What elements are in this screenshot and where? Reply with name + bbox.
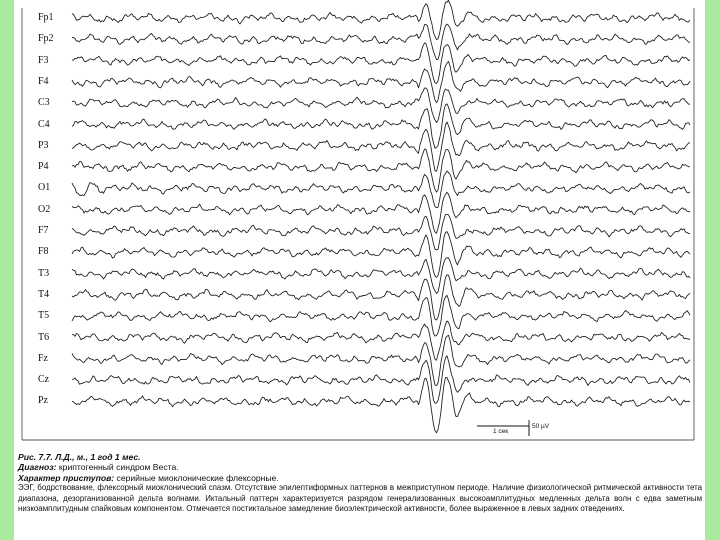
lead-label-t5: T5: [38, 310, 50, 322]
caption-line-figure: [18, 452, 702, 462]
eeg-trace-t3: [72, 258, 690, 294]
lead-label-c4: C4: [38, 118, 50, 130]
lead-label-f3: F3: [38, 54, 49, 66]
eeg-trace-t6: [72, 321, 690, 360]
eeg-trace-p3: [72, 122, 690, 171]
eeg-trace-f7: [72, 214, 690, 250]
diagnosis-label: Диагноз:: [18, 462, 57, 473]
lead-label-t6: T6: [38, 331, 50, 343]
eeg-recording: [14, 0, 705, 452]
lead-label-pz: Pz: [38, 395, 48, 407]
eeg-traces: [72, 0, 690, 433]
lead-label-cz: Cz: [38, 374, 50, 386]
lead-label-o2: O2: [38, 203, 51, 215]
lead-label-p4: P4: [38, 161, 49, 173]
lead-label-f8: F8: [38, 246, 49, 258]
eeg-frame: [22, 8, 694, 440]
lead-label-t4: T4: [38, 288, 50, 300]
lead-label-f4: F4: [38, 75, 49, 87]
eeg-trace-t5: [72, 295, 690, 336]
lead-label-c3: C3: [38, 97, 50, 109]
caption-line-seizure: [18, 473, 702, 483]
lead-label-f7: F7: [38, 225, 49, 236]
eeg-trace-o1: [72, 171, 690, 208]
lead-label-fp2: Fp2: [38, 33, 54, 45]
eeg-trace-c4: [72, 104, 690, 148]
eeg-trace-f4: [72, 61, 690, 102]
eeg-trace-f3: [72, 43, 690, 84]
eeg-trace-pz: [72, 378, 690, 433]
figure-label: Рис. 7.7.: [18, 452, 53, 462]
lead-label-fz: Fz: [38, 352, 48, 364]
amplitude-scale-label: 50 µV: [532, 423, 550, 430]
lead-label-t3: T3: [38, 267, 50, 279]
document-page: [14, 0, 705, 540]
caption-line-diagnosis: [18, 462, 702, 472]
eeg-trace-fp2: [72, 24, 690, 60]
lead-label-p3: P3: [38, 139, 49, 151]
eeg-trace-t4: [72, 275, 690, 320]
caption-description: ЭЭГ, бодрствование, флексорный миоклонический спазм. Отсутствие эпилептиформных паттернов в межприступном периоде. Наличие физиологической ритмической активности тета диапазона, дезорганизованной дельта волнами. Иктальный паттерн характеризуется разрядом генерализованных высокоамплитудных медленных дельта волн с едва заметным низкоамплитудным спайковым компонентом. Отмечается постиктальное замедление биоэлектрической активности, более выраженное в левых задних отведениях.: [18, 483, 702, 514]
seizure-label: Характер приступов:: [18, 472, 115, 483]
diagnosis-text: криптогенный синдром Веста.: [58, 462, 179, 473]
eeg-trace-fz: [72, 335, 690, 385]
time-scale-label: 1 сек: [493, 428, 509, 435]
eeg-trace-fp1: [72, 0, 690, 39]
figure-text: Л.Д., м., 1 год 1 мес.: [55, 452, 141, 462]
eeg-trace-cz: [72, 356, 690, 403]
seizure-text: серийные миоклонические флексорные.: [116, 472, 279, 483]
eeg-trace-c3: [72, 88, 690, 123]
eeg-trace-o2: [72, 192, 690, 233]
figure-caption: [18, 452, 702, 514]
lead-label-fp1: Fp1: [38, 12, 54, 23]
lead-label-o1: O1: [38, 182, 51, 194]
